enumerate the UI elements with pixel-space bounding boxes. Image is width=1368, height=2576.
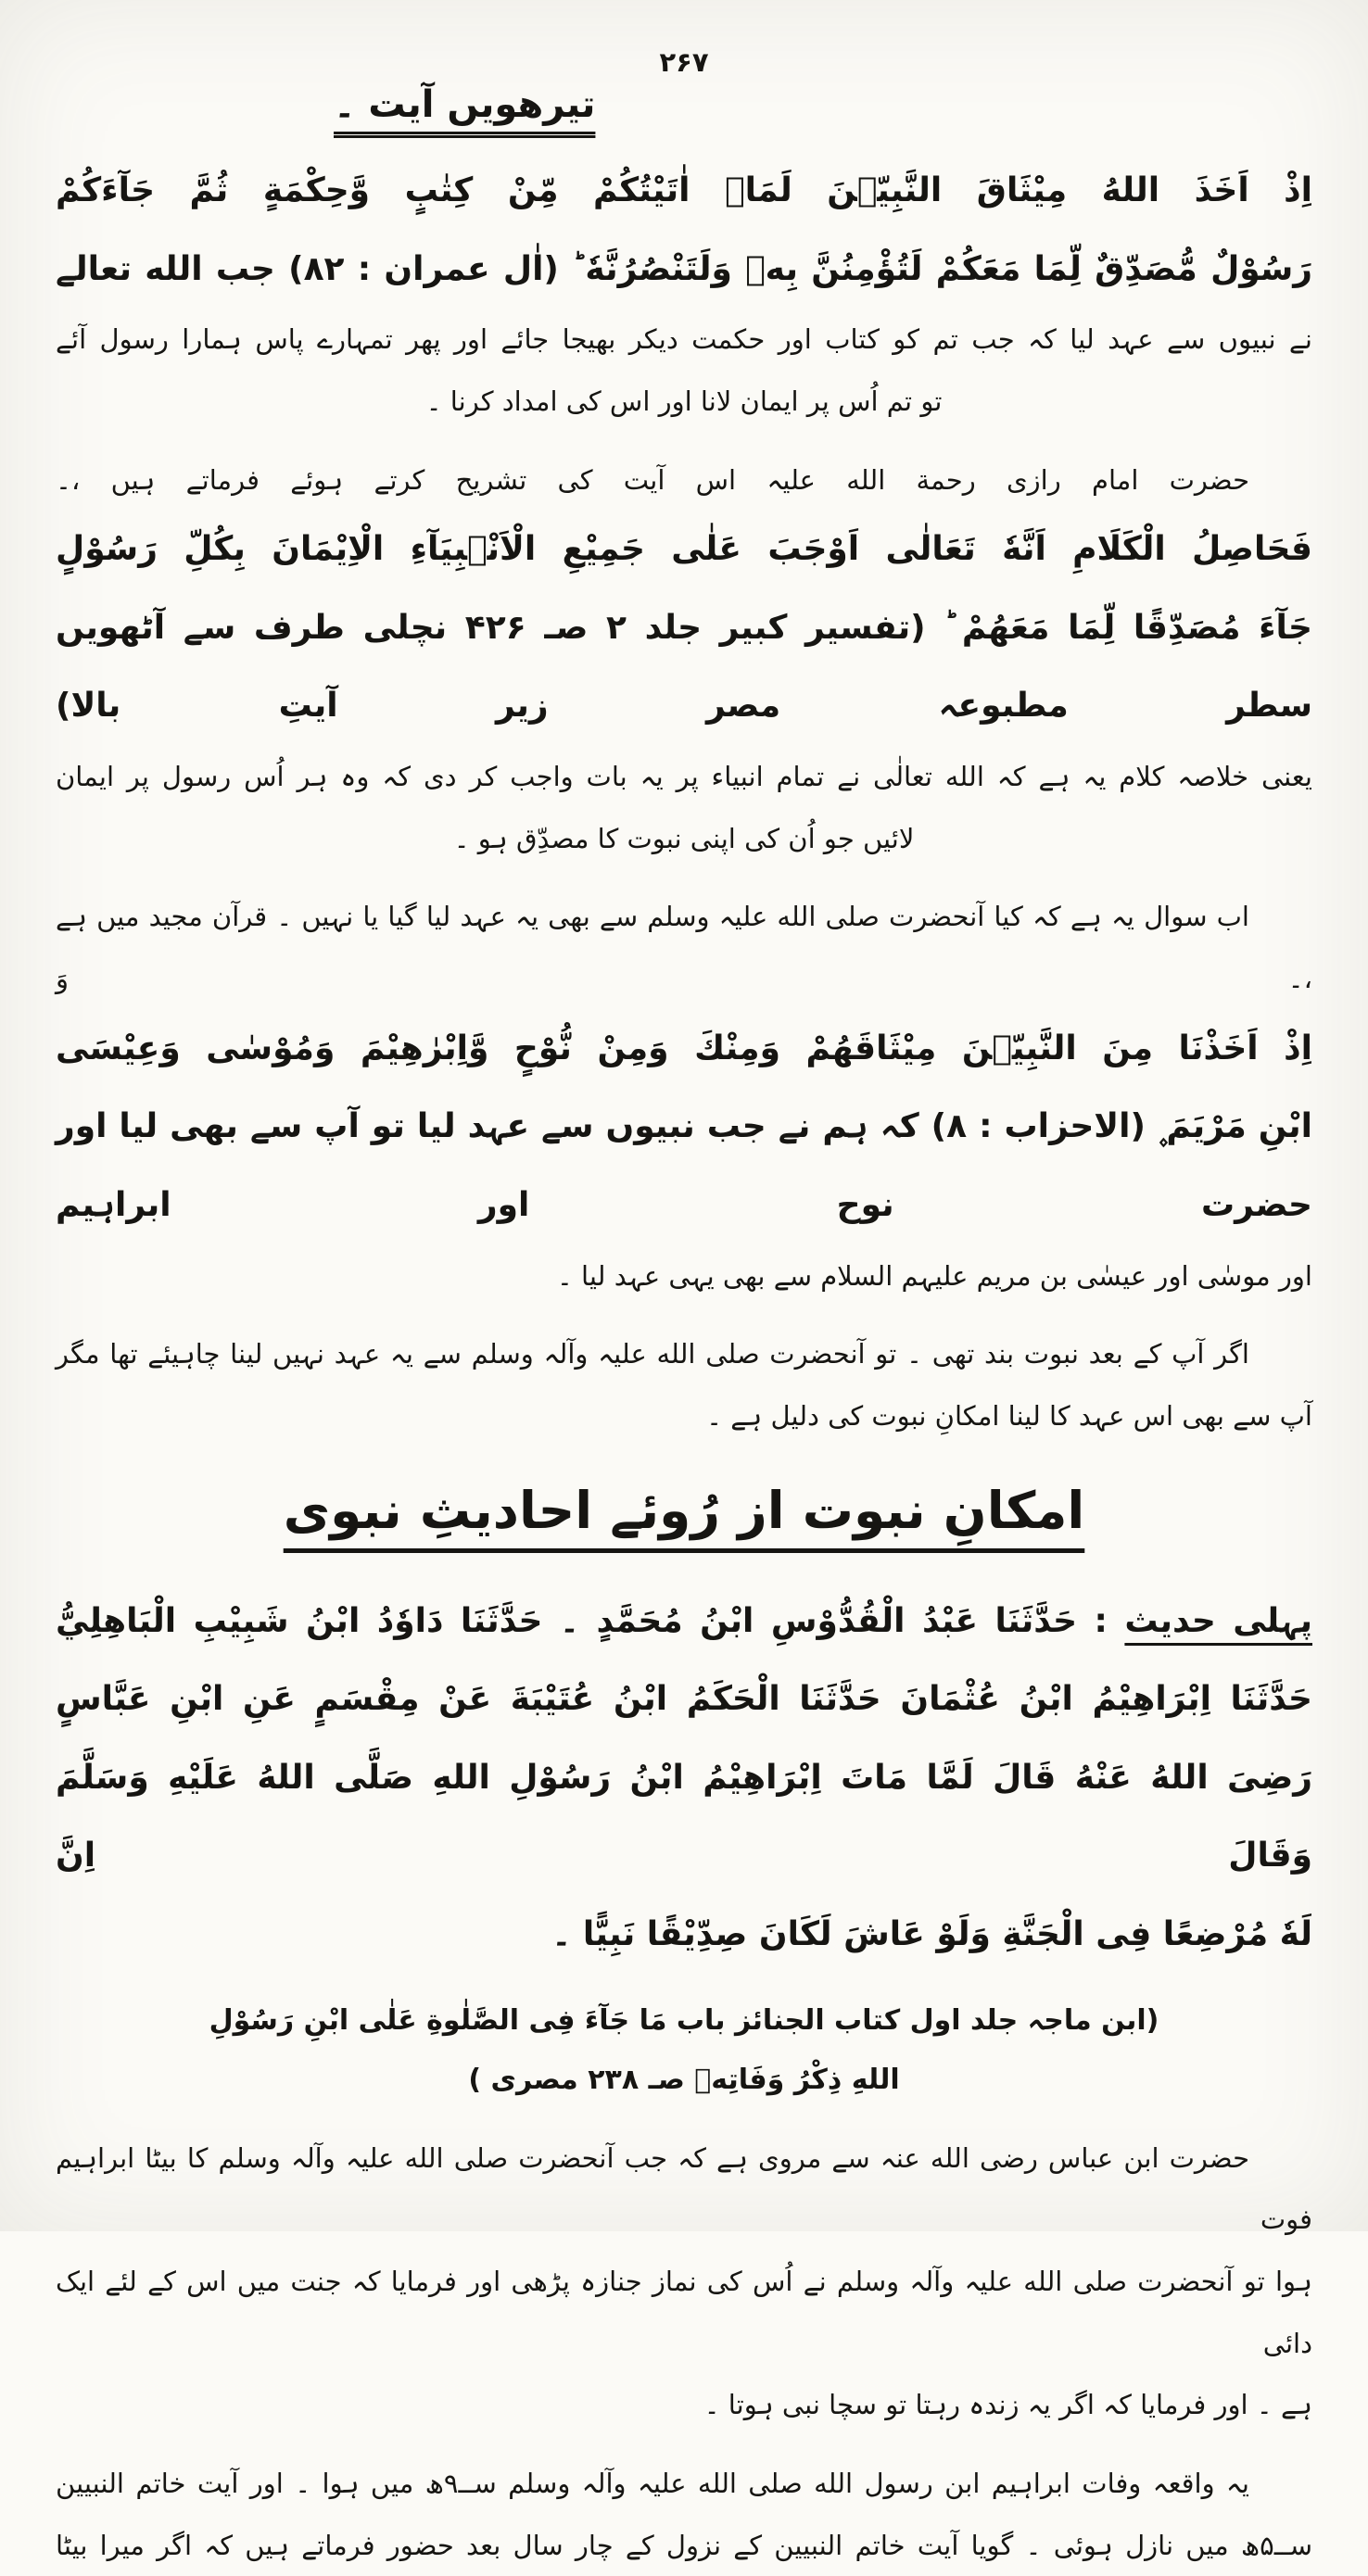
hadith-line: حَدَّثَنَا اِبْرَاهِيْمُ ابْنُ عُثْمَانَ حَدَّثَنَا الْحَكَمُ ابْنُ عُتَيْبَةَ عَنْ مِقْسَمٍ عَنِ ابْنِ عَبَّاسٍ <box>56 1680 1312 1719</box>
commentary-line: یہ واقعہ وفات ابراہیم ابن رسول الله صلی الله علیہ وآلہ وسلم ســ۹ھ میں ہوا ۔ اور آیت خاتم النبیین <box>56 2468 1249 2500</box>
urdu-translation-line: تو تم اُس پر ایمان لانا اور اس کی امداد کرنا ۔ <box>425 385 943 417</box>
reference-line: (ابن ماجہ جلد اول کتاب الجنائز باب مَا جَآءَ فِی الصَّلٰوةِ عَلٰی ابْنِ رَسُوْلِ <box>209 2003 1159 2037</box>
quran-verse-line: اِذْ اَخَذَ اللهُ مِيْثَاقَ النَّبِيّٖنَ لَمَاۤ اٰتَيْتُكُمْ مِّنْ كِتٰبٍ وَّحِكْمَةٍ ثُمَّ جَآءَكُمْ <box>56 171 1312 209</box>
quran-verse-line: اِذْ اَخَذْنَا مِنَ النَّبِيّٖنَ مِيْثَاقَهُمْ وَمِنْكَ وَمِنْ نُّوْحٍ وَّاِبْرٰهِيْمَ وَمُوْسٰى وَعِيْسَى <box>56 1029 1312 1067</box>
hadith-line: لَهٗ مُرْضِعًا فِى الْجَنَّةِ وَلَوْ عَاشَ لَكَانَ صِدِّيْقًا نَبِيًّا ۔ <box>551 1915 1312 1953</box>
page-number: ۲۶۷ <box>659 46 709 78</box>
commentary-line: ســ۵ھ میں نازل ہوئی ۔ گویا آیت خاتم النبیین کے نزول کے چار سال بعد حضور فرماتے ہیں کہ اگر میرا بیٹا <box>56 2529 1312 2561</box>
urdu-translation-line: نے نبیوں سے عہد لیا کہ جب تم کو کتاب اور حکمت دیکر بھیجا جائے اور پھر تمہارے پاس ہمارا رسول آئے <box>56 323 1312 356</box>
quran-verse-line: رَسُوْلٌ مُّصَدِّقٌ لِّمَا مَعَكُمْ لَتُؤْمِنُنَّ بِهٖ وَلَتَنْصُرُنَّهٗ ؕ (اٰل عمران : ۸۲) جب الله تعالے <box>56 249 1312 288</box>
commentary-line: اب سوال یہ ہے کہ کیا آنحضرت صلی الله علیہ وسلم سے بھی یہ عہد لیا گیا یا نہیں ۔ قرآن مجید میں ہے ،۔ وَ <box>56 901 1312 995</box>
commentary-line: حضرت ابن عباس رضی الله عنہ سے مروی ہے کہ جب آنحضرت صلی الله علیہ وآلہ وسلم کا بیٹا ابراہیم فوت <box>56 2141 1312 2236</box>
commentary-line: اگر آپ کے بعد نبوت بند تھی ۔ تو آنحضرت صلی الله علیہ وآلہ وسلم سے یہ عہد نہیں لینا چاہیئے تھا مگر <box>56 1338 1249 1370</box>
chapter-heading <box>56 83 1312 126</box>
section-heading <box>56 1481 1312 1540</box>
text-body <box>56 83 1312 2576</box>
commentary-line: ہے ۔ اور فرمایا کہ اگر یہ زندہ رہتا تو سچا نبی ہوتا ۔ <box>703 2389 1312 2421</box>
quran-verse-line: ابْنِ مَرْيَمَ ۪ (الاحزاب : ۸) کہ ہم نے جب نبیوں سے عہد لیا تو آپ سے بھی لیا اور حضرت نوح اور ابراہیم <box>56 1107 1313 1224</box>
commentary-line: آپ سے بھی اس عہد کا لینا امکانِ نبوت کی دلیل ہے ۔ <box>706 1399 1312 1432</box>
commentary-line: حضرت امام رازی رحمة الله علیہ اس آیت کی تشریح کرتے ہوئے فرماتے ہیں ،۔ <box>56 463 1249 496</box>
section-heading-text: امکانِ نبوت از رُوئے احادیثِ نبوی <box>283 1480 1085 1540</box>
reference-line: اللهِ ذِكْرُ وَفَاتِهٖ صـ ۲۳۸ مصری ) <box>468 2064 900 2097</box>
urdu-translation-line: اور موسٰی اور عیسٰی بن مریم علیہم السلام سے بھی یہی عہد لیا ۔ <box>556 1259 1312 1292</box>
hadith-number-label: پہلی حدیث <box>1124 1601 1312 1640</box>
razi-quote-line: فَحَاصِلُ الْكَلَامِ اَنَّهٗ تَعَالٰى اَوْجَبَ عَلٰى جَمِيْعِ الْاَنْۢبِيَآءِ الْاِيْمَانَ بِكُلِّ رَسُوْلٍ <box>56 530 1312 569</box>
commentary-line: ہوا تو آنحضرت صلی الله علیہ وآلہ وسلم نے اُس کی نماز جنازہ پڑھی اور فرمایا کہ جنت میں اس کے لئے ایک دائی <box>56 2265 1312 2359</box>
chapter-heading-text: تیرھویں آیت ۔ <box>334 83 596 126</box>
commentary-line: لائیں جو اُن کی اپنی نبوت کا مصدِّق ہو ۔ <box>453 822 915 854</box>
hadith-line: رَضِىَ اللهُ عَنْهُ قَالَ لَمَّا مَاتَ اِبْرَاهِيْمُ ابْنُ رَسُوْلِ اللهِ صَلَّى اللهُ عَلَيْهِ وَسَلَّمَ وَقَالَ اِنَّ <box>56 1758 1312 1875</box>
commentary-line: یعنی خلاصہ کلام یہ ہے کہ الله تعالٰی نے تمام انبیاء پر یہ بات واجب کر دی کہ وہ ہر اُس رسول پر ایمان <box>56 761 1312 793</box>
razi-quote-line: جَآءَ مُصَدِّقًا لِّمَا مَعَهُمْ ؕ (تفسیر کبیر جلد ۲ صـ ۴۲۶ نچلی طرف سے آٹھویں سطر مطبوعہ مصر زیر آیتِ بالا) <box>56 608 1312 726</box>
hadith-line: پہلی حدیث‏ : حَدَّثَنَا عَبْدُ الْقُدُّوْسِ ابْنُ مُحَمَّدٍ ۔ حَدَّثَنَا دَاوٗدُ ابْنُ شَبِيْبِ الْبَاهِلِيُّ <box>56 1601 1312 1640</box>
